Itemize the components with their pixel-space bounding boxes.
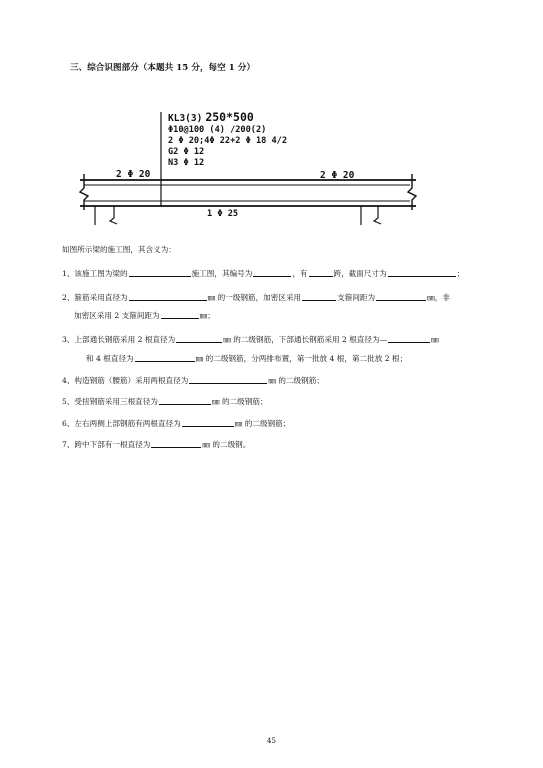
q2b-text-a: 加密区采用 2 支箍间距为 [74,311,160,320]
answer-blank[interactable] [129,292,207,301]
section-heading: 三、综合识图部分（本题共 15 分，每空 1 分） [70,63,256,73]
question-1 [62,268,464,279]
q1-text-d: 跨，截面尺寸为 [333,269,387,278]
question-4 [62,375,324,386]
answer-blank[interactable] [253,268,291,277]
torsion-bar-label: N3 Φ 12 [168,158,205,168]
answer-blank[interactable] [135,353,195,362]
intro-text: 如图所示梁的施工图，其含义为： [62,245,176,254]
q3b-text-a: 和 4 根直径为 [86,354,134,363]
question-2-continued [74,310,215,321]
q1-text-b: 施工图，其编号为 [191,269,253,278]
beam-drawing [70,108,430,228]
stirrup-label: Φ10@100 (4) /200(2) [168,125,267,135]
q7-text-b: ㎜ 的二级钢。 [202,440,251,449]
answer-blank[interactable] [176,334,222,343]
q1-text-a: 1、该施工图为梁的 [62,269,128,278]
question-3 [62,334,439,345]
q7-text-a: 7、跨中下部有一根直径为 [62,440,151,449]
q3-text-b: ㎜ 的二级钢筋，下部通长钢筋采用 2 根直径为— [223,335,388,344]
question-3-continued [86,353,407,364]
q2-text-a: 2、箍筋采用直径为 [62,293,128,302]
q2-text-b: ㎜ 的一级钢筋，加密区采用 [207,293,302,302]
answer-blank[interactable] [129,268,191,277]
q2-text-d: ㎜，非 [427,293,450,302]
longitudinal-bar-label: 2 Φ 20;4Φ 22+2 Φ 18 4/2 [168,136,287,146]
q3-text-a: 3、上部通长钢筋采用 2 根直径为 [62,335,176,344]
q2-text-c: 支箍间距为 [337,293,376,302]
q5-text-a: 5、受扭钢筋采用三根直径为 [62,397,158,406]
q4-text-a: 4、构造钢筋（腰筋）采用两根直径为 [62,376,189,385]
beam-drawing-svg [70,108,430,228]
answer-blank[interactable] [189,375,267,384]
left-support-label: 2 Φ 20 [116,169,151,180]
q3b-text-b: ㎜ 的二级钢筋，分两排布置，第一批放 4 根，第二批放 2 根； [195,354,408,363]
answer-blank[interactable] [388,334,430,343]
q1-text-c: ，有 [292,269,308,278]
q5-text-b: ㎜ 的二级钢筋； [211,397,268,406]
answer-blank[interactable] [161,310,199,319]
beam-id-label: KL3(3) 250*500 [168,110,254,124]
page-number: 45 [267,737,276,745]
question-7 [62,439,250,450]
question-5 [62,396,268,407]
midspan-bottom-label: 1 Φ 25 [207,209,239,219]
question-2 [62,292,450,303]
answer-blank[interactable] [159,396,211,405]
q3-text-c: ㎜ [431,335,439,344]
answer-blank[interactable] [388,268,456,277]
question-6 [62,418,290,429]
answer-blank[interactable] [376,292,426,301]
q6-text-b: ㎜ 的二级钢筋； [234,419,291,428]
side-bar-label: G2 Φ 12 [168,147,205,157]
answer-blank[interactable] [151,439,201,448]
right-support-label: 2 Φ 20 [320,170,355,181]
q4-text-b: ㎜ 的二级钢筋； [268,376,324,385]
answer-blank[interactable] [302,292,336,301]
right-column-break [374,206,381,224]
q6-text-a: 6、左右两侧上部钢筋有两根直径为 [62,419,181,428]
q1-text-e: ； [456,269,465,278]
answer-blank[interactable] [309,268,333,277]
q2b-text-b: ㎜； [199,311,215,320]
left-column-break [110,206,117,224]
answer-blank[interactable] [182,418,234,427]
